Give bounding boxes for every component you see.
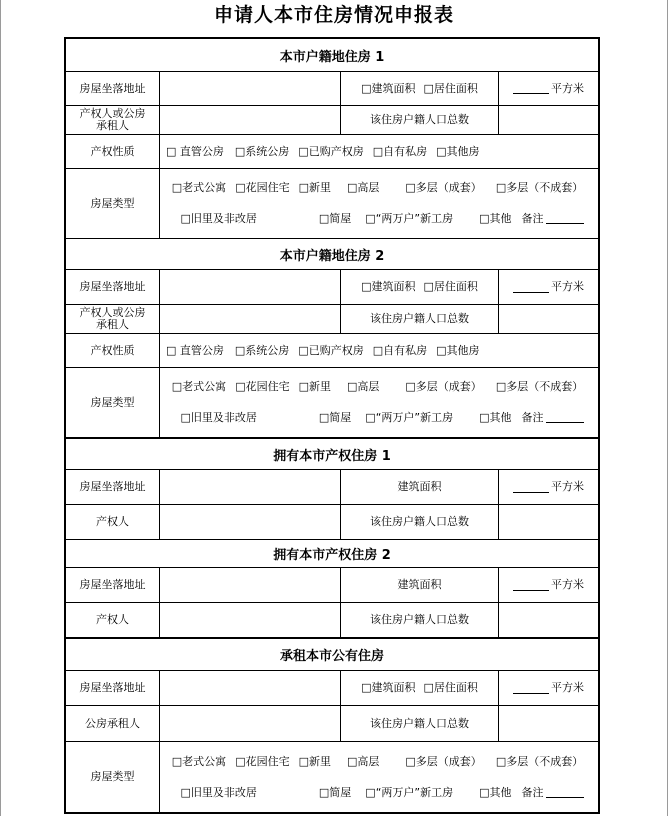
option-multi-non-suite[interactable]: □多层（不成套） (495, 754, 584, 768)
address-label: 房屋坐落地址 (79, 81, 146, 95)
owner-or-tenant-label: 产权人或公房承租人 (79, 306, 146, 331)
owner-row (66, 602, 598, 637)
owner-field[interactable] (159, 505, 340, 539)
house-type-options (159, 169, 598, 238)
section-header: 拥有本市产权住房 2 (273, 548, 391, 563)
owner-label: 产权人 (96, 515, 129, 528)
property-nature-row (66, 333, 598, 367)
option-direct-public[interactable]: □ 直管公房 (166, 144, 224, 158)
option-multi-suite[interactable]: □多层（成套） (405, 754, 482, 768)
option-old-apartment[interactable]: □老式公寓 (171, 754, 227, 768)
property-nature-options (159, 135, 598, 168)
option-old-apartment[interactable]: □老式公寓 (171, 181, 227, 195)
household-total-label: 该住房户籍人口总数 (340, 305, 498, 333)
area-type-cell (340, 72, 498, 105)
living-area-checkbox[interactable]: □居住面积 (423, 81, 478, 95)
area-value-field[interactable]: 平方米 (498, 470, 598, 504)
address-field[interactable] (159, 568, 340, 602)
section-header: 本市户籍地住房 1 (279, 49, 385, 65)
option-garden-house[interactable]: □花园住宅 (235, 181, 290, 195)
note-label: 备注 (521, 785, 544, 799)
option-private[interactable]: □自有私房 (372, 343, 428, 357)
option-system-public[interactable]: □系统公房 (234, 144, 290, 158)
option-old-apartment[interactable]: □老式公寓 (171, 380, 227, 394)
note-label: 备注 (521, 211, 544, 225)
section-hukou-housing-2 (64, 238, 600, 437)
section-header: 本市户籍地住房 2 (279, 248, 385, 264)
option-type-other[interactable]: □其他 (479, 785, 512, 799)
option-garden-house[interactable]: □花园住宅 (235, 380, 290, 394)
option-high-rise[interactable]: □高层 (347, 380, 380, 394)
owner-field[interactable] (159, 603, 340, 637)
option-simple-house[interactable]: □简屋 (318, 211, 352, 225)
address-row (66, 469, 598, 504)
option-direct-public[interactable]: □ 直管公房 (166, 343, 224, 357)
option-simple-house[interactable]: □简屋 (318, 410, 352, 424)
household-total-label: 该住房户籍人口总数 (340, 106, 498, 134)
note-field[interactable] (546, 787, 584, 798)
area-value-field[interactable]: 平方米 (498, 568, 598, 602)
household-total-label: 该住房户籍人口总数 (340, 505, 498, 539)
option-type-other[interactable]: □其他 (479, 410, 512, 424)
address-row (66, 71, 598, 105)
note-field[interactable] (546, 412, 584, 423)
house-type-options (159, 742, 598, 812)
household-total-field[interactable] (498, 305, 598, 333)
address-field[interactable] (159, 671, 340, 705)
page-title: 申请人本市住房情况申报表 (213, 4, 454, 26)
house-type-label: 房屋类型 (90, 196, 135, 210)
household-total-field[interactable] (498, 106, 598, 134)
option-multi-non-suite[interactable]: □多层（不成套） (495, 181, 584, 195)
tenant-row (66, 705, 598, 741)
building-area-checkbox[interactable]: □建筑面积 (361, 81, 416, 95)
address-label: 房屋坐落地址 (79, 280, 146, 293)
option-high-rise[interactable]: □高层 (347, 754, 380, 768)
address-field[interactable] (159, 270, 340, 304)
area-value-field[interactable]: 平方米 (498, 671, 598, 705)
option-private[interactable]: □自有私房 (372, 144, 428, 158)
option-jiuli[interactable]: □旧里及非改居 (180, 785, 257, 799)
owner-row (66, 304, 598, 333)
option-other[interactable]: □其他房 (436, 144, 480, 158)
area-type-cell (340, 671, 498, 705)
tenant-field[interactable] (159, 706, 340, 741)
option-purchased[interactable]: □已购产权房 (298, 343, 364, 357)
owner-label: 产权人 (96, 613, 129, 626)
area-value-field[interactable]: 平方米 (498, 72, 598, 105)
option-xinli[interactable]: □新里 (298, 380, 331, 394)
owner-or-tenant-label: 产权人或公房承租人 (79, 107, 146, 132)
option-purchased[interactable]: □已购产权房 (298, 144, 364, 158)
household-total-field[interactable] (498, 505, 598, 539)
section-public-rental (64, 637, 600, 814)
house-type-row (66, 367, 598, 437)
address-field[interactable] (159, 470, 340, 504)
address-row (66, 567, 598, 602)
section-owned-property-1 (64, 437, 600, 539)
option-multi-non-suite[interactable]: □多层（不成套） (495, 380, 584, 394)
note-label: 备注 (521, 410, 544, 424)
address-label: 房屋坐落地址 (79, 480, 146, 493)
option-xinli[interactable]: □新里 (298, 754, 331, 768)
page-left-edge (0, 0, 1, 816)
property-nature-label: 产权性质 (90, 144, 135, 158)
address-label: 房屋坐落地址 (79, 578, 146, 591)
option-20000-households[interactable]: □“两万户”新工房 (365, 211, 454, 225)
house-type-row (66, 741, 598, 812)
owner-row (66, 504, 598, 539)
option-20000-households[interactable]: □“两万户”新工房 (365, 785, 454, 799)
section-owned-property-2 (64, 539, 600, 637)
living-area-checkbox[interactable]: □居住面积 (423, 280, 478, 293)
property-nature-options (159, 334, 598, 367)
option-jiuli[interactable]: □旧里及非改居 (180, 211, 257, 225)
household-total-field[interactable] (498, 706, 598, 741)
option-multi-suite[interactable]: □多层（成套） (405, 380, 482, 394)
property-nature-label: 产权性质 (90, 343, 135, 357)
living-area-checkbox[interactable]: □居住面积 (423, 681, 478, 694)
owner-field[interactable] (159, 305, 340, 333)
owner-row (66, 105, 598, 134)
address-row (66, 269, 598, 304)
building-area-checkbox[interactable]: □建筑面积 (361, 280, 416, 293)
building-area-label: 建筑面积 (340, 568, 498, 602)
house-type-options (159, 368, 598, 437)
option-other[interactable]: □其他房 (436, 343, 480, 357)
house-type-row (66, 168, 598, 238)
option-20000-households[interactable]: □“两万户”新工房 (365, 410, 454, 424)
option-type-other[interactable]: □其他 (479, 211, 512, 225)
option-system-public[interactable]: □系统公房 (234, 343, 290, 357)
area-value-field[interactable]: 平方米 (498, 270, 598, 304)
section-header: 承租本市公有住房 (279, 649, 384, 664)
property-nature-row (66, 134, 598, 168)
address-row (66, 670, 598, 705)
option-jiuli[interactable]: □旧里及非改居 (180, 410, 257, 424)
option-high-rise[interactable]: □高层 (347, 181, 380, 195)
area-type-cell (340, 270, 498, 304)
household-total-label: 该住房户籍人口总数 (340, 706, 498, 741)
household-total-field[interactable] (498, 603, 598, 637)
house-type-label: 房屋类型 (90, 770, 135, 783)
section-header: 拥有本市产权住房 1 (273, 448, 391, 464)
option-simple-house[interactable]: □简屋 (318, 785, 352, 799)
building-area-label: 建筑面积 (340, 470, 498, 504)
owner-field[interactable] (159, 106, 340, 134)
declaration-form (64, 37, 600, 814)
option-xinli[interactable]: □新里 (298, 181, 331, 195)
option-garden-house[interactable]: □花园住宅 (235, 754, 290, 768)
note-field[interactable] (546, 213, 584, 224)
address-field[interactable] (159, 72, 340, 105)
section-hukou-housing-1 (64, 37, 600, 238)
tenant-label: 公房承租人 (85, 716, 140, 730)
house-type-label: 房屋类型 (90, 395, 135, 409)
household-total-label: 该住房户籍人口总数 (340, 603, 498, 637)
address-label: 房屋坐落地址 (79, 681, 146, 694)
building-area-checkbox[interactable]: □建筑面积 (361, 681, 416, 694)
option-multi-suite[interactable]: □多层（成套） (405, 181, 482, 195)
